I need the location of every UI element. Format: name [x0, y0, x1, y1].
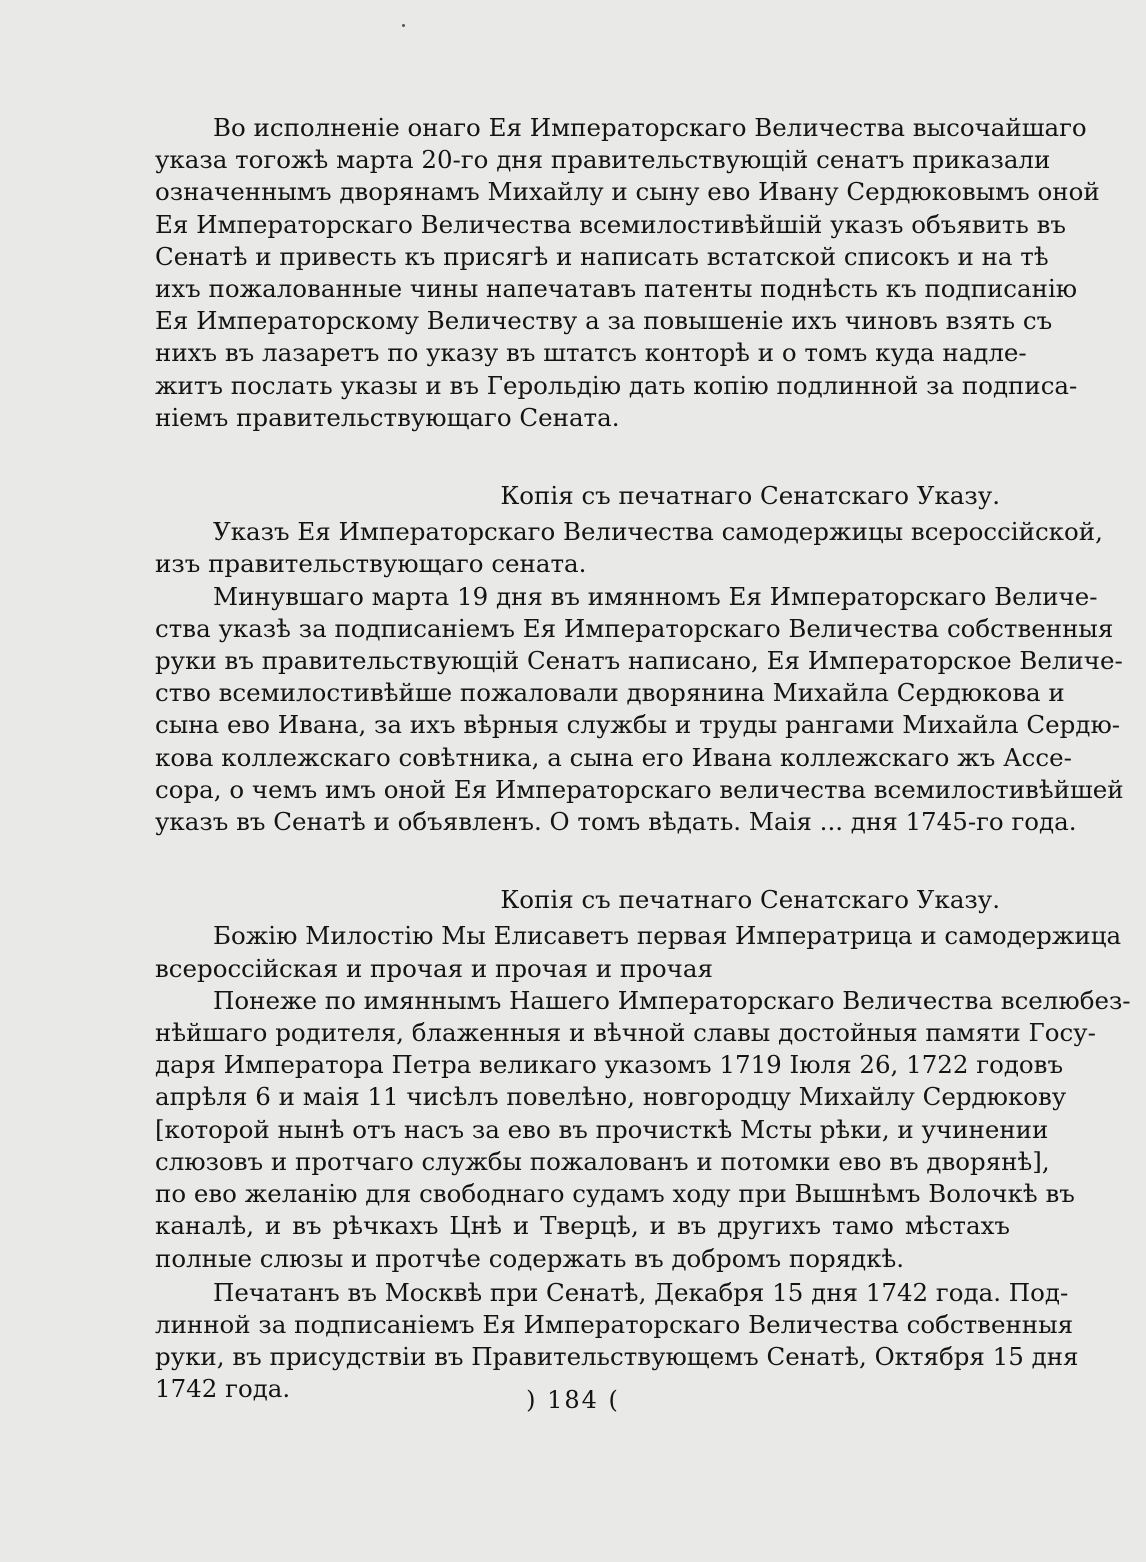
text-line: означеннымъ дворянамъ Михайлу и сыну ево Ивану Сердюковымъ оной [155, 177, 1100, 207]
text-line: Понеже по имяннымъ Нашего Императорскаго Величества вселюбез- [213, 985, 1131, 1015]
text-line: руки въ правительствующій Сенатъ написано, Ея Императорское Величе- [155, 646, 1123, 676]
text-line: [которой нынѣ отъ насъ за ево въ прочисткѣ Мсты рѣки, и учинении [155, 1114, 1049, 1144]
paragraph-locks-decree [155, 985, 1131, 1275]
text-line: ніемъ правительствующаго Сената. [155, 402, 620, 432]
paragraph-decree-body [155, 581, 1124, 839]
text-line: по ево желанію для свободнаго судамъ ходу при Вышнѣмъ Волочкѣ въ [155, 1179, 1075, 1209]
text-line: Печатанъ въ Москвѣ при Сенатѣ, Декабря 15 дня 1742 года. Под- [213, 1277, 1069, 1307]
text-line: каналѣ, и въ рѣчкахъ Цнѣ и Тверцѣ, и въ другихъ тамо мѣстахъ [155, 1211, 1010, 1241]
text-line: нѣйшаго родителя, блаженныя и вѣчной славы достойныя памяти Госу- [155, 1018, 1096, 1048]
text-line: ихъ пожалованные чины напечатавъ патенты поднѣсть къ подписанію [155, 274, 1078, 304]
text-line: апрѣля 6 и маія 11 чисѣлъ повелѣно, новгородцу Михайлу Сердюкову [155, 1082, 1067, 1112]
paragraph-decree-title [155, 516, 1103, 580]
text-line: Указъ Ея Императорскаго Величества самодержицы всероссійской, [213, 517, 1103, 547]
text-line: Сенатѣ и привесть къ присягѣ и написать встатской списокъ и на тѣ [155, 241, 1049, 271]
text-line: всероссійская и прочая и прочая и прочая [155, 953, 713, 983]
text-line: житъ послать указы и въ Герольдію дать копію подлинной за подписа- [155, 370, 1078, 400]
text-line: изъ правительствующаго сената. [155, 549, 587, 579]
text-line: линной за подписаніемъ Ея Императорскаго Величества собственныя [155, 1309, 1074, 1339]
text-line: Ея Императорскому Величеству а за повышеніе ихъ чиновъ взять съ [155, 306, 1053, 336]
text-line: Во исполненіе онаго Ея Императорскаго Величества высочайшаго [213, 113, 1087, 142]
text-line: ство всемилостивѣйше пожаловали дворянина Михайла Сердюкова и [155, 678, 1065, 708]
document-page [155, 112, 1131, 1406]
paragraph-execution-of-decree [155, 112, 1100, 434]
ink-speck [402, 24, 405, 27]
text-line: указъ въ Сенатѣ и объявленъ. О томъ вѣдать. Маія ... дня 1745-го года. [155, 807, 1077, 837]
text-line: Ея Императорскаго Величества всемилостивѣйшій указъ объявить въ [155, 209, 1066, 239]
text-line: ства указѣ за подписаніемъ Ея Императорскаго Величества собственныя [155, 613, 1114, 643]
text-line: слюзовъ и протчаго службы пожалованъ и потомки ево въ дворянѣ], [155, 1146, 1050, 1176]
text-line: 1742 года. [155, 1374, 291, 1404]
text-line: Минувшаго марта 19 дня въ имянномъ Ея Императорскаго Величе- [213, 581, 1098, 611]
text-line: сына ево Ивана, за ихъ вѣрныя службы и труды рангами Михайла Сердю- [155, 710, 1121, 740]
text-line: даря Императора Петра великаго указомъ 1719 Іюля 26, 1722 годовъ [155, 1050, 1064, 1080]
text-line: нихъ въ лазаретъ по указу въ штатсъ конторѣ и о томъ куда надле- [155, 338, 1027, 368]
paragraph-imperial-title [155, 920, 1122, 984]
text-line: Божію Милостію Мы Елисаветъ первая Императрица и самодержица [213, 921, 1122, 951]
text-line: кова коллежскаго совѣтника, а сына его Ивана коллежскаго жъ Ассе- [155, 742, 1072, 772]
section-heading-first-copy: Копія съ печатнаго Сенатскаго Указу. [500, 481, 1000, 511]
text-line: сора, о чемъ имъ оной Ея Императорскаго величества всемилостивѣйшей [155, 774, 1124, 804]
text-line: указа тогожѣ марта 20-го дня правительствующій сенатъ приказали [155, 145, 1051, 175]
section-heading-second-copy: Копія съ печатнаго Сенатскаго Указу. [500, 885, 1000, 915]
page-number: ) 184 ( [526, 1386, 620, 1414]
text-line: руки, въ присудствіи въ Правительствующемъ Сенатѣ, Октября 15 дня [155, 1342, 1079, 1372]
text-line: полные слюзы и протчѣе содержать въ добромъ порядкѣ. [155, 1243, 905, 1273]
